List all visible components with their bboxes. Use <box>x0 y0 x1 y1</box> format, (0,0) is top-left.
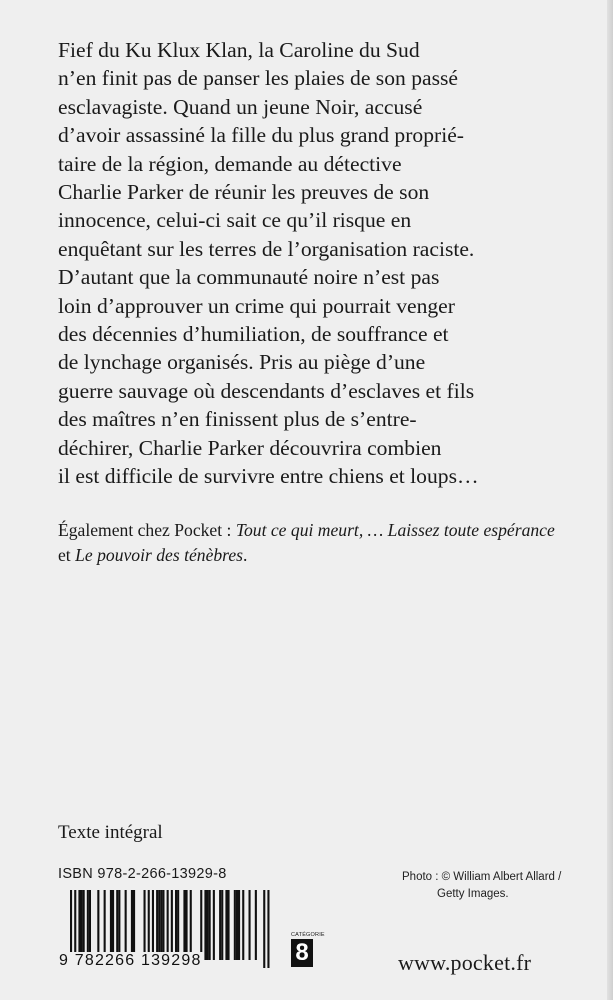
blurb-line: des maîtres n’en finissent plus de s’entre- <box>58 407 417 432</box>
barcode-bar <box>87 890 89 960</box>
barcode <box>58 890 270 980</box>
back-cover-blurb <box>58 36 556 491</box>
barcode-bar <box>225 890 227 960</box>
photo-credit <box>402 869 582 903</box>
blurb-line: de lynchage organisés. Pris au piège d’une <box>58 350 426 375</box>
blurb-line: n’en finit pas de panser les plaies de son passé <box>58 66 458 91</box>
blurb-line: guerre sauvage où descendants d’esclaves et fils <box>58 378 475 403</box>
also-available-note <box>58 518 563 568</box>
barcode-bar <box>249 890 251 960</box>
photo-credit-line: Getty Images. <box>437 888 509 900</box>
barcode-bar <box>110 890 112 960</box>
blurb-line: Fief du Ku Klux Klan, la Caroline du Sud <box>58 38 420 62</box>
barcode-bar <box>213 890 215 960</box>
category-number: 8 <box>291 939 313 967</box>
barcode-bar <box>131 890 133 960</box>
barcode-bar <box>152 890 154 960</box>
barcode-bar <box>112 890 114 960</box>
also-suffix: . <box>243 545 248 565</box>
blurb-line: des décennies d’humiliation, de souffrance et <box>58 322 449 347</box>
barcode-digits-text: 9 782266 139298 <box>59 952 202 969</box>
barcode-bar <box>118 890 120 960</box>
blurb-line: taire de la région, demande au détective <box>58 151 402 176</box>
barcode-bar <box>177 890 179 960</box>
blurb-line: Charlie Parker de réunir les preuves de son <box>58 180 430 205</box>
barcode-bar <box>242 890 244 960</box>
isbn-number: ISBN 978-2-266-13929-8 <box>58 866 227 882</box>
barcode-bar <box>204 890 206 960</box>
barcode-bar <box>133 890 135 960</box>
barcode-bar <box>158 890 160 960</box>
barcode-bar <box>125 890 127 960</box>
barcode-bar <box>83 890 85 960</box>
photo-credit-line: Photo : © William Albert Allard / <box>402 871 562 883</box>
barcode-bar <box>148 890 150 960</box>
barcode-bar <box>207 890 209 960</box>
publisher-website: www.pocket.fr <box>398 950 532 975</box>
cover-edge <box>607 0 613 1000</box>
also-prefix: Également chez Pocket : <box>58 520 236 540</box>
also-conjunction: et <box>58 545 76 565</box>
barcode-bar <box>175 890 177 960</box>
barcode-bar <box>255 890 257 960</box>
barcode-bar <box>160 890 162 960</box>
barcode-bar <box>162 890 164 960</box>
blurb-line: D’autant que la communauté noire n’est pas <box>58 265 440 290</box>
blurb-line: innocence, celui-ci sait ce qu’il risque en <box>58 208 412 233</box>
price-category-badge <box>291 932 325 967</box>
barcode-bar <box>186 890 188 960</box>
blurb-line: il est difficile de survivre entre chiens et loups… <box>58 464 479 489</box>
category-label: CATÉGORIE <box>291 932 325 938</box>
blurb-line: esclavagiste. Quand un jeune Noir, accusé <box>58 94 423 119</box>
barcode-bar <box>78 890 80 960</box>
barcode-bar <box>234 890 236 960</box>
blurb-line: enquêtant sur les terres de l’organisation raciste. <box>58 236 475 261</box>
barcode-bar <box>144 890 146 960</box>
barcode-bar <box>209 890 211 960</box>
barcode-bar <box>81 890 83 960</box>
barcode-bar <box>183 890 185 960</box>
barcode-bar <box>97 890 99 960</box>
also-title-2: Le pouvoir des ténèbres <box>75 545 244 565</box>
barcode-bar <box>228 890 230 960</box>
barcode-digits <box>58 952 270 970</box>
barcode-bar <box>200 890 202 960</box>
blurb-line: loin d’approuver un crime qui pourrait venger <box>58 293 455 318</box>
barcode-bar <box>221 890 223 960</box>
blurb-line: d’avoir assassiné la fille du plus grand proprié- <box>58 123 464 148</box>
barcode-bar <box>89 890 91 960</box>
barcode-bar <box>236 890 238 960</box>
also-title-1: Tout ce qui meurt, … Laissez toute espérance <box>235 520 555 540</box>
barcode-bar <box>116 890 118 960</box>
blurb-line: déchirer, Charlie Parker découvrira combien <box>58 435 442 460</box>
barcode-bar <box>190 890 192 960</box>
texte-integral-label: Texte intégral <box>58 822 163 843</box>
barcode-bar <box>104 890 106 960</box>
barcode-bar <box>156 890 158 960</box>
barcode-bar <box>238 890 240 960</box>
barcode-bar <box>219 890 221 960</box>
